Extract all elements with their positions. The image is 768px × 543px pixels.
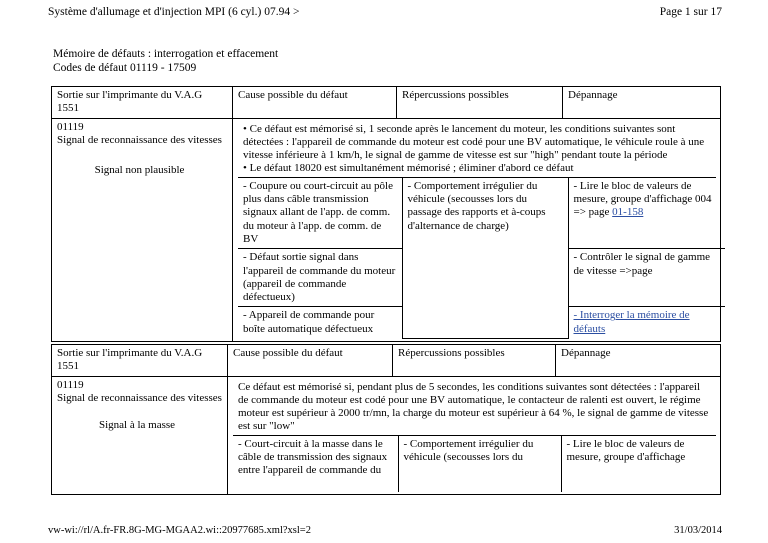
column-header-remedy: Dépannage (556, 345, 721, 377)
fault-code-description: Signal de reconnaissance des vitesses (57, 133, 222, 146)
page-header (48, 4, 722, 22)
table-row (238, 178, 725, 249)
document-source-path: vw-wi://rl/A.fr-FR.8G-MG-MGAA2.wi::20977685.xml?xsl=2 (48, 525, 311, 536)
fault-sub-label: Signal non plausible (94, 164, 185, 177)
document-date: 31/03/2014 (674, 525, 722, 536)
fault-table-1 (51, 86, 721, 342)
column-header-printer-output (52, 345, 228, 377)
column-header-possible-cause: Cause possible du défaut (228, 345, 393, 377)
remedy-cell: - Contrôler le signal de gamme de vitesse =>page (568, 249, 725, 307)
remedy-cell (568, 178, 725, 249)
fault-detail-cell (233, 118, 721, 341)
table-header-row (52, 345, 721, 377)
fault-condition-note (238, 121, 716, 178)
cause-cell: - Défaut sortie signal dans l'appareil de commande du moteur (appareil de commande défectueux) (238, 249, 402, 307)
document-title: Système d'allumage et d'injection MPI (6 cyl.) 07.94 > (48, 6, 300, 18)
table-row (233, 436, 725, 492)
column-header-possible-cause: Cause possible du défaut (233, 87, 397, 119)
page-bottom-clip (0, 502, 768, 520)
cause-cell: - Court-circuit à la masse dans le câble de transmission des signaux entre l'appareil de commande du (233, 436, 398, 492)
remedy-cell (568, 307, 725, 338)
fault-condition-note (233, 379, 716, 436)
remedy-text: - Lire le bloc de valeurs de mesure, groupe d'affichage 004 => page (573, 179, 712, 219)
fault-entry-row (52, 376, 721, 494)
fault-table-2 (51, 344, 721, 495)
fault-sub-label: Signal à la masse (98, 419, 176, 432)
cause-cell: - Coupure ou court-circuit au pôle plus dans câble transmission signaux allant de l'app. de comm. du moteur à l'app. de comm. de BV (238, 178, 402, 249)
column-header-line-1: Sortie sur l'imprimante du V.A.G (57, 347, 203, 359)
fault-code: 01119 (57, 120, 84, 133)
column-header-possible-effects: Répercussions possibles (397, 87, 563, 119)
page-number-label: Page 1 sur 17 (659, 6, 722, 18)
fault-condition-text: Ce défaut est mémorisé si, pendant plus de 5 secondes, les conditions suivantes sont détectées : l'appareil de commande du moteur est codé pour une BV automatique, le contacteur de ralenti est ouvert, le régime moteur est supérieur à 2000 tr/mn, la charge du moteur est supérieur à 64 %, le signal de gamme de vitesse est sur "low" (238, 380, 709, 433)
effect-cell: - Comportement irrégulier du véhicule (secousses lors du passage des rapports et à-coups d'alternance de charge) (402, 178, 568, 338)
fault-condition-bullet-1: • Ce défaut est mémorisé si, 1 seconde après le lancement du moteur, les conditions suivantes sont détectées : l'appareil de commande du moteur est codé pour une BV automatique, le véhicule roule à une vitesse inférieure à 1 km/h, le signal de gamme de vitesse est sur "high" pendant toute la période (243, 122, 705, 162)
fault-detail-cell (228, 376, 721, 494)
remedy-cell: - Lire le bloc de valeurs de mesure, groupe d'affichage (561, 436, 725, 492)
fault-code-description: Signal de reconnaissance des vitesses (57, 391, 222, 404)
fault-code: 01119 (57, 378, 84, 391)
cause-cell: - Appareil de commande pour boîte automatique défectueux (238, 307, 402, 338)
intro-line-1: Mémoire de défauts : interrogation et effacement (53, 48, 279, 60)
fault-condition-bullet-2: • Le défaut 18020 est simultanément mémorisé ; éliminer d'abord ce défaut (243, 162, 574, 175)
page-reference-link[interactable]: 01-158 (612, 206, 644, 219)
column-header-remedy: Dépannage (563, 87, 721, 119)
column-header-line-2: 1551 (57, 360, 79, 373)
intro-block (53, 47, 278, 75)
intro-line-2: Codes de défaut 01119 - 17509 (53, 62, 197, 74)
effect-cell: - Comportement irrégulier du véhicule (secousses lors du (398, 436, 561, 492)
column-header-possible-effects: Répercussions possibles (393, 345, 556, 377)
fault-code-cell (52, 376, 228, 494)
fault-code-cell (52, 118, 233, 341)
table-header-row (52, 87, 721, 119)
column-header-line-2: 1551 (57, 102, 79, 115)
fault-subrow-grid (233, 436, 725, 492)
page-footer (48, 524, 722, 538)
fault-entry-row (52, 118, 721, 341)
fault-memory-link[interactable]: - Interroger la mémoire de défauts (573, 309, 690, 335)
column-header-line-1: Sortie sur l'imprimante du V.A.G (57, 89, 203, 101)
column-header-printer-output (52, 87, 233, 119)
fault-subrow-grid (238, 178, 725, 339)
